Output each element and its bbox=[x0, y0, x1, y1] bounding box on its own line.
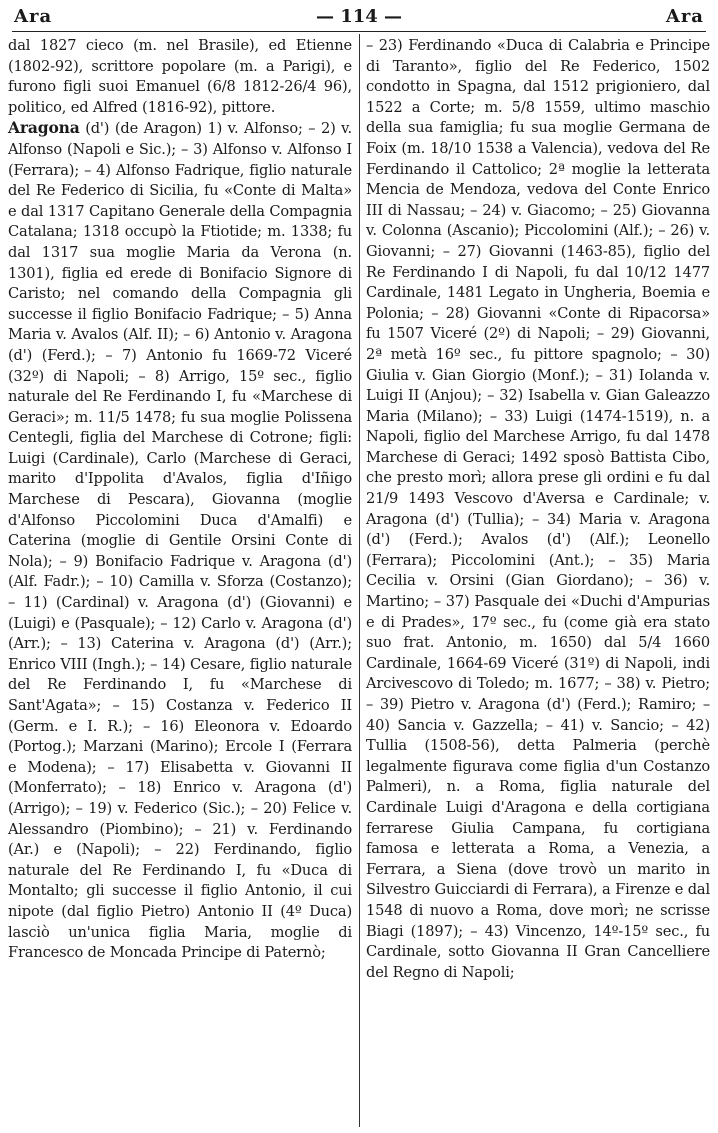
left-column bbox=[8, 36, 352, 964]
header-left-guide-word: Ara bbox=[14, 5, 53, 27]
entry-aragona bbox=[8, 118, 352, 963]
continuation-paragraph: dal 1827 cieco (m. nel Brasile), ed Etienne (1802-92), scrittore popolare (m. a Parigi), e furono figli suoi Emanuel (6/8 1812-26/4 96), politico, ed Alfred (1816-92), pittore. bbox=[8, 37, 352, 116]
entry-body: (d') (de Aragon) 1) v. Alfonso; – 2) v. Alfonso (Napoli e Sic.); – 3) Alfonso v. Alfonso I (Ferrara); – 4) Alfonso Fadrique, figlio naturale del Re Federico di Sicilia, fu «Conte di Malta» e dal 1317 Capitano Generale della Compagnia Catalana; 1318 occupò la Ftiotide; m. 1338; fu dal 1317 sua moglie Maria da Verona (n. 1301), figlia ed erede di Bonifacio Signore di Caristo; nel comando della Compagnia gli successe il figlio Bonifacio Fadrique; – 5) Anna Maria v. Avalos (Alf. II); – 6) Antonio v. Aragona (d') (Ferd.); – 7) Antonio fu 1669-72 Viceré (32º) di Napoli; – 8) Arrigo, 15º sec., figlio naturale del Re Ferdinando I, fu «Marchese di Geraci»; m. 11/5 1478; fu sua moglie Polissena Centegli, figlia del Marchese di Cotrone; figli: Luigi (Cardinale), Carlo (Marchese di Geraci, marito d'Ippolita d'Avalos, figlia d'Iñigo Marchese di Pescara), Giovanna (moglie d'Alfonso Piccolomini Duca d'Amalfi) e Caterina (moglie di Gentile Orsini Conte di Nola); – 9) Bonifacio Fadrique v. Aragona (d') (Alf. Fadr.); – 10) Camilla v. Sforza (Costanzo); – 11) (Cardinal) v. Aragona (d') (Giovanni) e (Luigi) e (Pasquale); – 12) Carlo v. Aragona (d') (Arr.); – 13) Caterina v. Aragona (d') (Arr.); Enrico VIII (Ingh.); – 14) Cesare, figlio naturale del Re Ferdinando I, fu «Marchese di Sant'Agata»; – 15) Costanza v. Federico II (Germ. e I. R.); – 16) Eleonora v. Edoardo (Portog.); Marzani (Marino); Ercole I (Ferrara e Modena); – 17) Elisabetta v. Giovanni II (Monferrato); – 18) Enrico v. Aragona (d') (Arrigo); – 19) v. Federico (Sic.); – 20) Felice v. Alessandro (Piombino); – 21) v. Ferdinando (Ar.) e (Napoli); – 22) Ferdinando, figlio naturale del Re Ferdinando I, fu «Duca di Montalto; gli successe il figlio Antonio, il cui nipote (dal figlio Pietro) Antonio II (4º Duca) lasciò un'unica figlia Maria, moglie di Francesco de Moncada Principe di Paternò; bbox=[8, 120, 352, 962]
header-right-guide-word: Ara bbox=[665, 5, 704, 27]
right-column-text: – 23) Ferdinando «Duca di Calabria e Principe di Taranto», figlio del Re Federico, 1502 condotto in Spagna, dal 1512 prigioniero, dal 1522 a Corte; m. 5/8 1559, ultimo maschio della sua famiglia; fu sua moglie Germana de Foix (m. 18/10 1538 a Valencia), vedova del Re Ferdinando il Cattolico; 2ª moglie la letterata Mencia de Mendoza, vedova del Conte Enrico III di Nassau; – 24) v. Giacomo; – 25) Giovanna v. Colonna (Ascanio); Piccolomini (Alf.); – 26) v. Giovanni; – 27) Giovanni (1463-85), figlio del Re Ferdinando I di Napoli, fu dal 10/12 1477 Cardinale, 1481 Legato in Ungheria, Boemia e Polonia; – 28) Giovanni «Conte di Ripacorsa» fu 1507 Viceré (2º) di Napoli; – 29) Giovanni, 2ª metà 16º sec., fu pittore spagnolo; – 30) Giulia v. Gian Giorgio (Monf.); – 31) Iolanda v. Luigi II (Anjou); – 32) Isabella v. Gian Galeazzo Maria (Milano); – 33) Luigi (1474-1519), n. a Napoli, figlio del Marchese Arrigo, fu dal 1478 Marchese di Geraci; 1492 sposò Battista Cibo, che presto morì; allora prese gli ordini e fu dal 21/9 1493 Vescovo d'Aversa e Cardinale; v. Aragona (d') (Tullia); – 34) Maria v. Aragona (d') (Ferd.); Avalos (d') (Alf.); Leonello (Ferrara); Piccolomini (Ant.); – 35) Maria Cecilia v. Orsini (Gian Giordano); – 36) v. Martino; – 37) Pasquale dei «Duchi d'Ampurias e di Prades», 17º sec., fu (come già era stato suo frat. Antonio, m. 1650) dal 5/4 1660 Cardinale, 1664-69 Viceré (31º) di Napoli, indi Arcivescovo di Toledo; m. 1677; – 38) v. Pietro; – 39) Pietro v. Aragona (d') (Ferd.); Ramiro; – 40) Sancia v. Gazzella; – 41) v. Sancio; – 42) Tullia (1508-56), detta Palmeria (perchè legalmente figurava come figlia d'un Costanzo Palmeri), n. a Roma, figlia naturale del Cardinale Luigi d'Aragona e della cortigiana ferrarese Giulia Campana, fu cortigiana famosa e letterata a Roma, a Venezia, a Ferrara, a Siena (dove trovò un marito in Silvestro Guicciardi di Ferrara), a Firenze e dal 1548 di nuovo a Roma, dove morì; ne scrisse Biagi (1897); – 43) Vincenzo, 14º-15º sec., fu Cardinale, sotto Giovanna II Gran Cancelliere del Regno di Napoli; bbox=[366, 37, 710, 981]
column-divider bbox=[359, 34, 360, 1127]
header-rule bbox=[12, 31, 706, 32]
right-column bbox=[366, 36, 710, 983]
page-number: — 114 — bbox=[315, 5, 403, 27]
entry-headword: Aragona bbox=[8, 118, 80, 138]
running-header bbox=[14, 4, 704, 28]
